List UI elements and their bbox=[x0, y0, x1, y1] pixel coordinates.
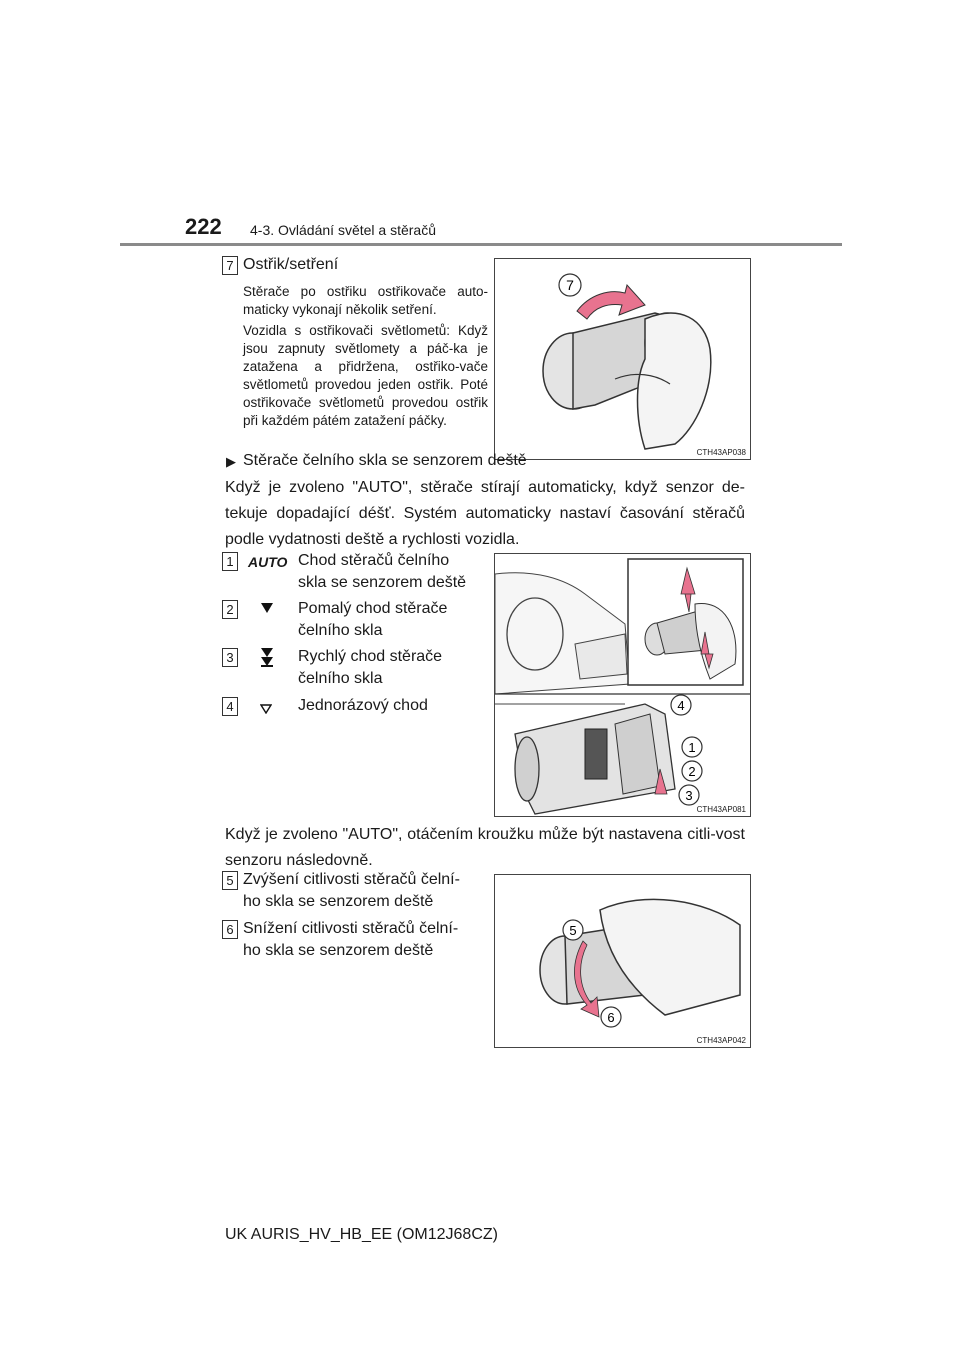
item-number-3: 3 bbox=[222, 648, 238, 667]
item-3-line-2: čelního skla bbox=[298, 670, 383, 687]
fig-label-3: 3 bbox=[685, 788, 693, 803]
figure-sensitivity-ring bbox=[494, 874, 751, 1048]
item-number-5: 5 bbox=[222, 871, 238, 890]
fig-label-1: 1 bbox=[688, 740, 696, 755]
item-5-text bbox=[243, 869, 478, 913]
item-2-line-1: Pomalý chod stěrače bbox=[298, 600, 448, 617]
figure-code: CTH43AP081 bbox=[696, 805, 746, 814]
fig-label-5: 5 bbox=[569, 923, 577, 938]
sensitivity-ring-illustration bbox=[495, 875, 750, 1047]
page-number: 222 bbox=[185, 214, 222, 239]
single-wipe-icon bbox=[260, 701, 272, 719]
item-7-title: Ostřik/setření bbox=[243, 256, 339, 273]
item-7-para-2: Vozidla s ostřikovači světlometů: Když jsou zapnuty světlomety a páč-ka je zatažena a přidržena, ostřiko-vače světlometů provedou jeden ostřik. Poté ostřikovače světlometů provedou ostřik při každém pátém zatažení páčky. bbox=[243, 323, 488, 428]
figure-wash-lever bbox=[494, 258, 751, 460]
slow-wipe-icon bbox=[260, 600, 274, 617]
item-7-para-1: Stěrače po ostřiku ostřikovače auto-maticky vykonají několik setření. bbox=[243, 284, 488, 317]
figure-code: CTH43AP042 bbox=[696, 1036, 746, 1045]
item-1-line-2: skla se senzorem deště bbox=[298, 574, 467, 591]
item-4-line-1: Jednorázový chod bbox=[298, 697, 428, 714]
fig-label-6: 6 bbox=[607, 1010, 615, 1025]
header-rule bbox=[120, 243, 842, 246]
item-3-text bbox=[298, 646, 442, 690]
rain-sensor-heading: Stěrače čelního skla se senzorem deště bbox=[243, 452, 527, 469]
section-title: 4-3. Ovládání světel a stěračů bbox=[250, 222, 436, 238]
bullet-triangle-icon: ▶ bbox=[226, 454, 236, 469]
item-6-line-2: ho skla se senzorem deště bbox=[243, 942, 434, 959]
item-2-line-2: čelního skla bbox=[298, 622, 383, 639]
item-1-line-1: Chod stěračů čelního bbox=[298, 552, 450, 569]
item-number-2: 2 bbox=[222, 600, 238, 619]
wash-lever-illustration bbox=[495, 259, 750, 459]
item-number-4: 4 bbox=[222, 697, 238, 716]
item-4-text bbox=[298, 695, 428, 717]
item-1-text bbox=[298, 550, 466, 594]
item-number-7: 7 bbox=[222, 256, 238, 275]
figure-code: CTH43AP038 bbox=[696, 448, 746, 457]
item-5-line-1: Zvýšení citlivosti stěračů čelní- bbox=[243, 871, 460, 888]
footer-model-code: UK AURIS_HV_HB_EE (OM12J68CZ) bbox=[225, 1226, 498, 1243]
fig-label-4: 4 bbox=[677, 698, 685, 713]
fig-label-2: 2 bbox=[688, 764, 696, 779]
rain-sensor-illustration bbox=[495, 554, 750, 816]
item-6-line-1: Snížení citlivosti stěračů čelní- bbox=[243, 920, 459, 937]
fig-7-label: 7 bbox=[566, 277, 574, 293]
fast-wipe-icon bbox=[260, 646, 274, 673]
item-number-1: 1 bbox=[222, 552, 238, 571]
figure-rain-sensor-lever bbox=[494, 553, 751, 817]
item-6-text bbox=[243, 918, 478, 962]
rain-sensor-intro: Když je zvoleno "AUTO", stěrače stírají automaticky, když senzor de-tekuje dopadající déšť. Systém automaticky nastaví časování stěračů podle vydatnosti deště a rychlosti vozidla. bbox=[225, 479, 745, 548]
item-number-6: 6 bbox=[222, 920, 238, 939]
sensitivity-intro: Když je zvoleno "AUTO", otáčením kroužku může být nastavena citli-vost senzoru následovně. bbox=[225, 826, 745, 869]
item-5-line-2: ho skla se senzorem deště bbox=[243, 893, 434, 910]
item-3-line-1: Rychlý chod stěrače bbox=[298, 648, 443, 665]
auto-symbol-icon: AUTO bbox=[248, 554, 288, 570]
item-2-text bbox=[298, 598, 447, 642]
